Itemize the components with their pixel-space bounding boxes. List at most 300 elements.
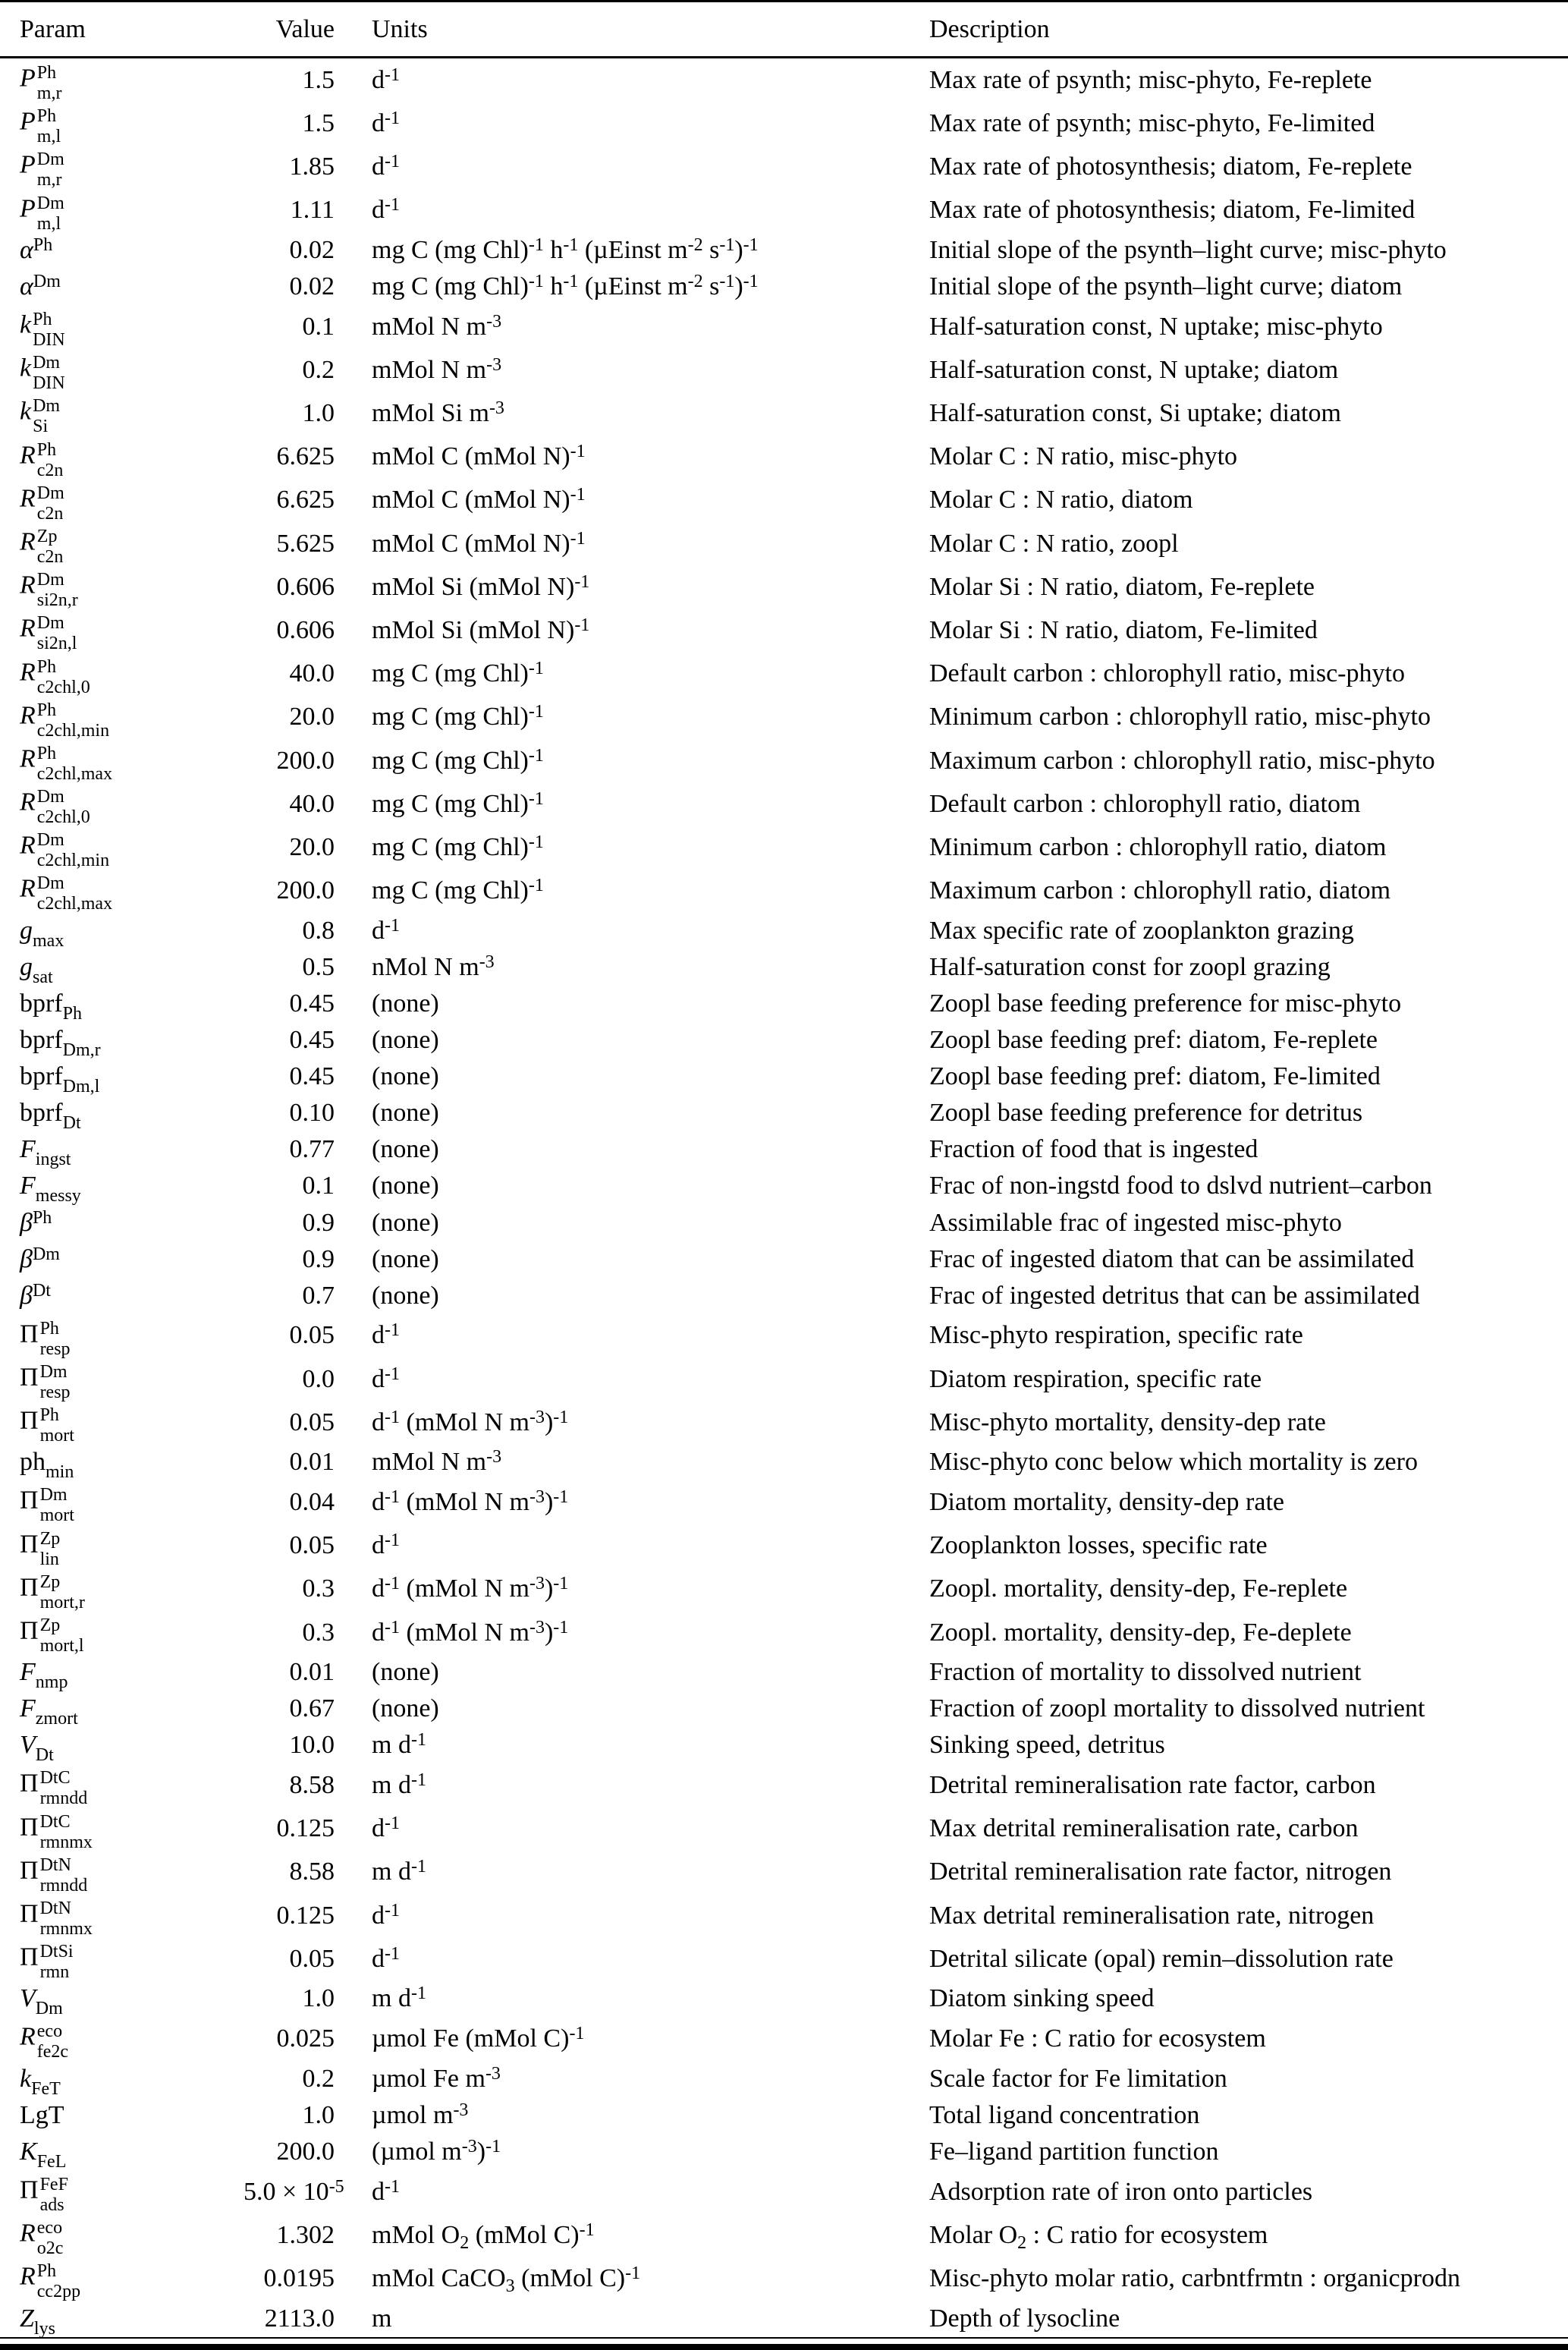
units-cell: (none) [372, 1062, 439, 1091]
value-cell: 0.125 [276, 1814, 335, 1843]
param-sub: c2chl,max [36, 763, 113, 784]
table-row [0, 1611, 1568, 1654]
param-scripts [36, 2138, 67, 2172]
units-cell: (none) [372, 1658, 439, 1687]
param-cell [20, 871, 244, 914]
units-cell: µmol Fe (mMol C)$^{-1}$ [372, 2024, 585, 2053]
param-sub: zmort [35, 1709, 78, 1729]
param-sub: resp [39, 1382, 71, 1402]
param-scripts [33, 272, 61, 300]
table-row [0, 1763, 1568, 1807]
param-cell [20, 234, 244, 264]
param-sub: cc2pp [36, 2282, 81, 2302]
description-cell: Default carbon : chlorophyll ratio, misc-phyto [929, 659, 1405, 688]
value-cell: 0.606 [276, 572, 335, 601]
param-symbol: Π [20, 1486, 39, 1515]
param-scripts [62, 1099, 81, 1134]
table-row [0, 232, 1568, 269]
param-scripts [35, 1658, 68, 1693]
description-cell: Max rate of psynth; misc-phyto, Fe-replete [929, 65, 1372, 94]
description-cell: Zoopl base feeding preference for misc-phyto [929, 989, 1402, 1018]
param-cell [20, 1246, 244, 1273]
value-cell: 0.45 [289, 1026, 335, 1055]
param-cell [20, 1317, 244, 1359]
header-param: Param [20, 14, 86, 43]
param-cell [20, 828, 244, 871]
param-cell [20, 394, 244, 437]
table-row [0, 1727, 1568, 1766]
param-cell [20, 61, 244, 104]
table-row [0, 1444, 1568, 1483]
param-sup: Dm [39, 1361, 68, 1382]
value-cell: 0.67 [289, 1694, 335, 1723]
param-symbol: V [20, 1984, 36, 2013]
param-symbol: R [20, 657, 36, 686]
param-scripts [40, 1616, 84, 1655]
units-cell: mMol C (mMol N)$^{-1}$ [372, 485, 586, 514]
param-scripts [37, 484, 64, 523]
description-cell: Half-saturation const for zoopl grazing [929, 952, 1331, 981]
param-sup: DtC [39, 1811, 71, 1832]
param-symbol: Π [20, 1943, 39, 1971]
value-cell: 0.02 [289, 235, 335, 264]
table-row [0, 2097, 1568, 2134]
table-row [0, 479, 1568, 522]
table-row [0, 2257, 1568, 2300]
table-row [0, 189, 1568, 232]
param-cell [20, 307, 244, 351]
param-scripts [37, 107, 61, 146]
param-sub: c2n [36, 546, 64, 567]
param-sub: c2chl,min [36, 851, 110, 871]
param-symbol: F [20, 1172, 36, 1200]
value-cell: 0.45 [289, 1062, 335, 1091]
table-row [0, 1851, 1568, 1894]
description-cell: Zoopl base feeding pref: diatom, Fe-limited [929, 1062, 1381, 1091]
description-cell: Molar Si : N ratio, diatom, Fe-limited [929, 616, 1318, 644]
table-row [0, 652, 1568, 695]
param-symbol: R [20, 440, 36, 469]
units-cell: $d^{-1}$ (mMol N $m^{-3})^{-1}$ [372, 1487, 569, 1516]
table-row [0, 913, 1568, 949]
param-scripts [33, 310, 65, 349]
description-cell: Maximum carbon : chlorophyll ratio, misc-phyto [929, 746, 1435, 775]
description-cell: Frac of non-ingstd food to dslvd nutrient–carbon [929, 1172, 1432, 1200]
units-cell: mg C (mg Chl)$^{-1}$ [372, 745, 544, 775]
units-cell: $d^{-1}$ [372, 915, 400, 945]
value-cell: 200.0 [276, 2137, 335, 2166]
value-cell: 40.0 [289, 659, 335, 688]
param-sub: lin [39, 1549, 59, 1569]
param-cell [20, 1731, 244, 1766]
param-sub: c2n [36, 460, 64, 480]
units-cell: $d^{-1}$ (mMol N $m^{-3})^{-1}$ [372, 1407, 569, 1436]
param-cell [20, 741, 244, 784]
value-cell: 20.0 [289, 703, 335, 731]
table-row [0, 1022, 1568, 1059]
param-scripts [37, 64, 62, 102]
param-scripts [40, 1769, 88, 1807]
description-cell: Misc-phyto conc below which mortality is zero [929, 1448, 1418, 1477]
param-scripts [37, 614, 77, 653]
units-cell: mMol CaCO$_3$ (mMol C)$^{-1}$ [372, 2263, 641, 2296]
param-symbol: bprf [20, 1099, 63, 1128]
param-sub: si2n,l [36, 634, 77, 654]
table-row [0, 1241, 1568, 1277]
param-sup: Ph [36, 106, 57, 127]
table-row [0, 1357, 1568, 1401]
units-cell: (none) [372, 1135, 439, 1164]
param-cell [20, 1527, 244, 1569]
param-cell [20, 104, 244, 147]
description-cell: Max rate of psynth; misc-phyto, Fe-limited [929, 109, 1375, 137]
description-cell: Molar Fe : C ratio for ecosystem [929, 2024, 1266, 2053]
description-cell: Scale factor for Fe limitation [929, 2064, 1227, 2093]
description-cell: Adsorption rate of iron onto particles [929, 2177, 1313, 2206]
table-row [0, 986, 1568, 1022]
description-cell: Half-saturation const, N uptake; misc-phyto [929, 312, 1383, 341]
description-cell: Zooplankton losses, specific rate [929, 1531, 1268, 1560]
param-cell [20, 1483, 244, 1526]
description-cell: Minimum carbon : chlorophyll ratio, misc-phyto [929, 703, 1431, 731]
param-scripts [37, 788, 90, 826]
value-cell: 1.5 [302, 109, 335, 137]
units-cell: (none) [372, 1208, 439, 1237]
param-scripts [62, 1062, 100, 1097]
value-cell: 0.05 [289, 1408, 335, 1436]
param-scripts [40, 1530, 61, 1568]
table-row [0, 2213, 1568, 2257]
param-scripts [37, 701, 109, 740]
param-sub: c2chl,min [36, 720, 110, 741]
value-cell: 0.77 [289, 1135, 335, 1164]
param-scripts [37, 831, 109, 870]
param-cell [20, 1939, 244, 1983]
param-sup: Dm [36, 193, 64, 213]
description-cell: Zoopl. mortality, density-dep, Fe-deplete [929, 1618, 1352, 1647]
value-cell: 0.9 [302, 1208, 335, 1237]
param-sup: Ph [39, 1318, 59, 1339]
description-cell: Diatom sinking speed [929, 1984, 1155, 2013]
description-cell: Frac of ingested diatom that can be assimilated [929, 1244, 1415, 1273]
param-scripts [33, 2304, 55, 2339]
param-sub: mort,l [39, 1635, 84, 1656]
param-cell [20, 1570, 244, 1612]
value-cell: 10.0 [289, 1731, 335, 1760]
value-cell: 0.05 [289, 1944, 335, 1973]
param-symbol: R [20, 744, 36, 773]
param-sup: Zp [39, 1571, 61, 1592]
description-cell: Depth of lysocline [929, 2304, 1120, 2333]
value-cell: 0.05 [289, 1531, 335, 1560]
param-cell [20, 1172, 244, 1206]
units-cell: nMol N $m^{-3}$ [372, 952, 495, 981]
units-cell: mMol C (mMol N)$^{-1}$ [372, 442, 586, 471]
param-symbol: R [20, 571, 36, 599]
description-cell: Max detrital remineralisation rate, nitrogen [929, 1901, 1375, 1930]
value-cell: 6.625 [276, 442, 335, 471]
description-cell: Initial slope of the psynth–light curve; diatom [929, 272, 1403, 301]
param-sup: DtSi [39, 1942, 74, 1962]
param-sub: mort [39, 1505, 74, 1526]
param-scripts [33, 1282, 51, 1310]
param-symbol: ph [20, 1448, 46, 1477]
param-scripts [40, 1813, 93, 1851]
description-cell: Misc-phyto respiration, specific rate [929, 1321, 1303, 1350]
units-cell: $d^{-1}$ [372, 64, 400, 94]
param-sub: Si [33, 417, 49, 437]
units-cell: m $d^{-1}$ [372, 1984, 426, 2013]
description-cell: Molar $O_2$ : C ratio for ecosystem [929, 2220, 1268, 2253]
param-sup: Dm [36, 873, 64, 894]
param-sup: Zp [39, 1615, 61, 1635]
description-cell: Molar C : N ratio, zoopl [929, 529, 1179, 558]
param-sub: mort [39, 1426, 74, 1446]
param-sub: Ph [62, 1003, 83, 1024]
value-cell: 200.0 [276, 876, 335, 905]
table-body [0, 58, 1568, 2337]
description-cell: Half-saturation const, N uptake; diatom [929, 355, 1339, 384]
param-symbol: R [20, 527, 36, 556]
param-sub: rmnmx [39, 1832, 93, 1852]
param-scripts [37, 874, 112, 913]
param-scripts [37, 658, 90, 697]
param-symbol: k [20, 2064, 32, 2093]
param-sub: c2chl,0 [36, 807, 90, 828]
param-scripts [31, 2065, 61, 2099]
units-cell: mMol N $m^{-3}$ [372, 1447, 502, 1477]
param-scripts [40, 2175, 68, 2214]
param-cell [20, 351, 244, 394]
table-row [0, 269, 1568, 305]
header-units: Units [372, 14, 428, 43]
param-cell [20, 1853, 244, 1895]
param-sup: Ph [33, 234, 53, 255]
units-cell: µmol Fe $m^{-3}$ [372, 2063, 501, 2093]
param-sub: m,r [36, 83, 62, 104]
units-cell: mg C (mg Chl)$^{-1}$ $h^{-1}$ (µEinst $m^{-2}$ $s^{-1})^{-1}$ [372, 234, 759, 264]
units-cell: mg C (mg Chl)$^{-1}$ [372, 832, 544, 861]
param-symbol: P [20, 150, 36, 179]
param-sub: Dm,l [62, 1077, 100, 1097]
description-cell: Total ligand concentration [929, 2100, 1200, 2129]
value-cell: 0.8 [302, 916, 335, 945]
param-sub: c2chl,0 [36, 677, 90, 697]
header-value: Value [275, 14, 335, 43]
value-cell: 0.606 [276, 616, 335, 644]
units-cell: mMol C (mMol N)$^{-1}$ [372, 528, 586, 558]
table-row [0, 1401, 1568, 1444]
value-cell: 0.01 [289, 1448, 335, 1477]
units-cell: (none) [372, 1026, 439, 1055]
param-symbol: Π [20, 1769, 39, 1798]
param-symbol: bprf [20, 1062, 63, 1091]
units-cell: mg C (mg Chl)$^{-1}$ [372, 702, 544, 731]
param-scripts [33, 1209, 52, 1237]
param-cell [20, 1099, 244, 1134]
param-scripts [40, 1899, 93, 1938]
param-symbol: bprf [20, 989, 63, 1018]
description-cell: Misc-phyto molar ratio, carbntfrmtn : organicprodn [929, 2263, 1460, 2292]
param-sup: Dm [36, 830, 64, 851]
param-sub: lys [33, 2318, 55, 2339]
table-row [0, 348, 1568, 392]
table-row [0, 1654, 1568, 1691]
value-cell: 0.3 [302, 1575, 335, 1603]
value-cell: 0.0 [302, 1364, 335, 1393]
table-row [0, 1131, 1568, 1168]
header-description: Description [929, 14, 1050, 43]
param-symbol: Π [20, 1616, 39, 1645]
param-sup: Ph [32, 1207, 52, 1228]
param-scripts [37, 2262, 80, 2301]
param-cell [20, 1984, 244, 2019]
param-cell [20, 989, 244, 1024]
param-sup: Ph [39, 1405, 59, 1426]
table-row [0, 2134, 1568, 2170]
param-scripts [40, 1406, 74, 1445]
table-bottom-rule-gap [0, 2339, 1568, 2344]
param-cell [20, 2137, 244, 2172]
param-cell [20, 655, 244, 697]
table-row [0, 392, 1568, 435]
units-cell: (none) [372, 1099, 439, 1128]
param-scripts [33, 917, 64, 951]
param-symbol: P [20, 193, 36, 222]
param-symbol: Π [20, 1363, 39, 1392]
param-cell [20, 952, 244, 987]
value-cell: 1.0 [302, 2100, 335, 2129]
table-row [0, 1980, 1568, 2017]
table-row [0, 2170, 1568, 2213]
units-cell: mMol Si (mMol N)$^{-1}$ [372, 571, 590, 601]
units-cell: mMol Si (mMol N)$^{-1}$ [372, 615, 590, 644]
table-row [0, 305, 1568, 351]
description-cell: Detrital remineralisation rate factor, carbon [929, 1771, 1376, 1800]
param-cell [20, 1658, 244, 1693]
param-symbol: R [20, 2022, 36, 2051]
value-cell: 0.2 [302, 355, 335, 384]
units-cell: $d^{-1}$ [372, 1530, 400, 1560]
table-row [0, 869, 1568, 912]
value-cell: 1.5 [302, 65, 335, 94]
value-cell: 0.9 [302, 1244, 335, 1273]
value-cell: 1.0 [302, 1984, 335, 2013]
param-sub: Dt [62, 1113, 81, 1134]
param-symbol: k [20, 354, 32, 382]
description-cell: Detrital remineralisation rate factor, nitrogen [929, 1858, 1392, 1886]
description-cell: Max rate of photosynthesis; diatom, Fe-replete [929, 153, 1412, 181]
param-sub: Dm,r [62, 1040, 101, 1061]
value-cell: 8.58 [289, 1858, 335, 1886]
table-row [0, 1168, 1568, 1204]
description-cell: Maximum carbon : chlorophyll ratio, diatom [929, 876, 1391, 905]
table-row [0, 1480, 1568, 1524]
units-cell: (µmol $m^{-3})^{-1}$ [372, 2136, 501, 2166]
units-cell: mMol N $m^{-3}$ [372, 354, 502, 384]
param-symbol: β [20, 1281, 33, 1310]
units-cell: $d^{-1}$ [372, 108, 400, 137]
value-cell: 0.2 [302, 2064, 335, 2093]
param-sub: nmp [35, 1672, 68, 1693]
units-cell: mMol $O_2$ (mMol C)$^{-1}$ [372, 2219, 595, 2253]
param-cell [20, 1448, 244, 1483]
param-symbol: Π [20, 1812, 39, 1841]
table-row [0, 2061, 1568, 2097]
param-sup: Dm [36, 613, 64, 634]
description-cell: Sinking speed, detritus [929, 1731, 1165, 1760]
param-sup: eco [36, 2021, 63, 2042]
param-sub: sat [33, 967, 53, 987]
param-sub: mort,r [39, 1592, 85, 1612]
param-cell [20, 191, 244, 234]
param-scripts [37, 441, 64, 480]
value-cell: 0.05 [289, 1321, 335, 1350]
units-cell: $d^{-1}$ [372, 2176, 400, 2206]
table-row [0, 102, 1568, 145]
units-cell: (none) [372, 1694, 439, 1723]
table-bottom-thick-rule [0, 2344, 1568, 2350]
description-cell: Misc-phyto mortality, density-dep rate [929, 1408, 1326, 1436]
param-symbol: F [20, 1694, 36, 1723]
param-sup: Dm [36, 787, 64, 807]
units-cell: µmol $m^{-3}$ [372, 2100, 469, 2129]
units-cell: mg C (mg Chl)$^{-1}$ [372, 659, 544, 688]
table-row [0, 1937, 1568, 1983]
param-sub: m,l [36, 213, 61, 234]
param-cell [20, 147, 244, 190]
param-cell [20, 2172, 244, 2215]
param-cell [20, 611, 244, 654]
param-sup: Ph [33, 310, 52, 330]
param-symbol: P [20, 64, 36, 93]
description-cell: Fe–ligand partition function [929, 2137, 1219, 2166]
table-row [0, 58, 1568, 102]
table-row [0, 145, 1568, 188]
description-cell: Molar Si : N ratio, diatom, Fe-replete [929, 572, 1315, 601]
param-sup: Dm [36, 570, 64, 590]
param-scripts [35, 1172, 81, 1206]
table-row [0, 782, 1568, 826]
param-cell [20, 2102, 244, 2129]
description-cell: Half-saturation const, Si uptake; diatom [929, 399, 1341, 428]
param-symbol: Π [20, 1529, 39, 1558]
param-scripts [37, 2022, 68, 2061]
param-sup: Ph [36, 743, 57, 763]
param-sup: Dm [36, 483, 64, 503]
value-cell: 2113.0 [264, 2304, 335, 2333]
param-cell [20, 1207, 244, 1237]
param-sub: rmndd [39, 1788, 88, 1809]
description-cell: Fraction of mortality to dissolved nutrient [929, 1658, 1362, 1687]
param-scripts [37, 194, 64, 233]
value-cell: 40.0 [289, 789, 335, 818]
units-cell: m [372, 2304, 392, 2333]
units-cell: m $d^{-1}$ [372, 1730, 426, 1760]
param-sub: m,r [36, 170, 62, 190]
value-cell: 0.3 [302, 1618, 335, 1647]
table-row [0, 2017, 1568, 2060]
param-symbol: Π [20, 1899, 39, 1928]
param-cell [20, 2064, 244, 2099]
param-symbol: k [20, 310, 32, 339]
table-row [0, 1314, 1568, 1357]
units-cell: mg C (mg Chl)$^{-1}$ $h^{-1}$ (µEinst $m^{-2}$ $s^{-1})^{-1}$ [372, 272, 759, 301]
param-sub: DIN [33, 373, 65, 394]
param-symbol: β [20, 1208, 33, 1237]
param-scripts [37, 150, 64, 189]
param-cell [20, 916, 244, 951]
